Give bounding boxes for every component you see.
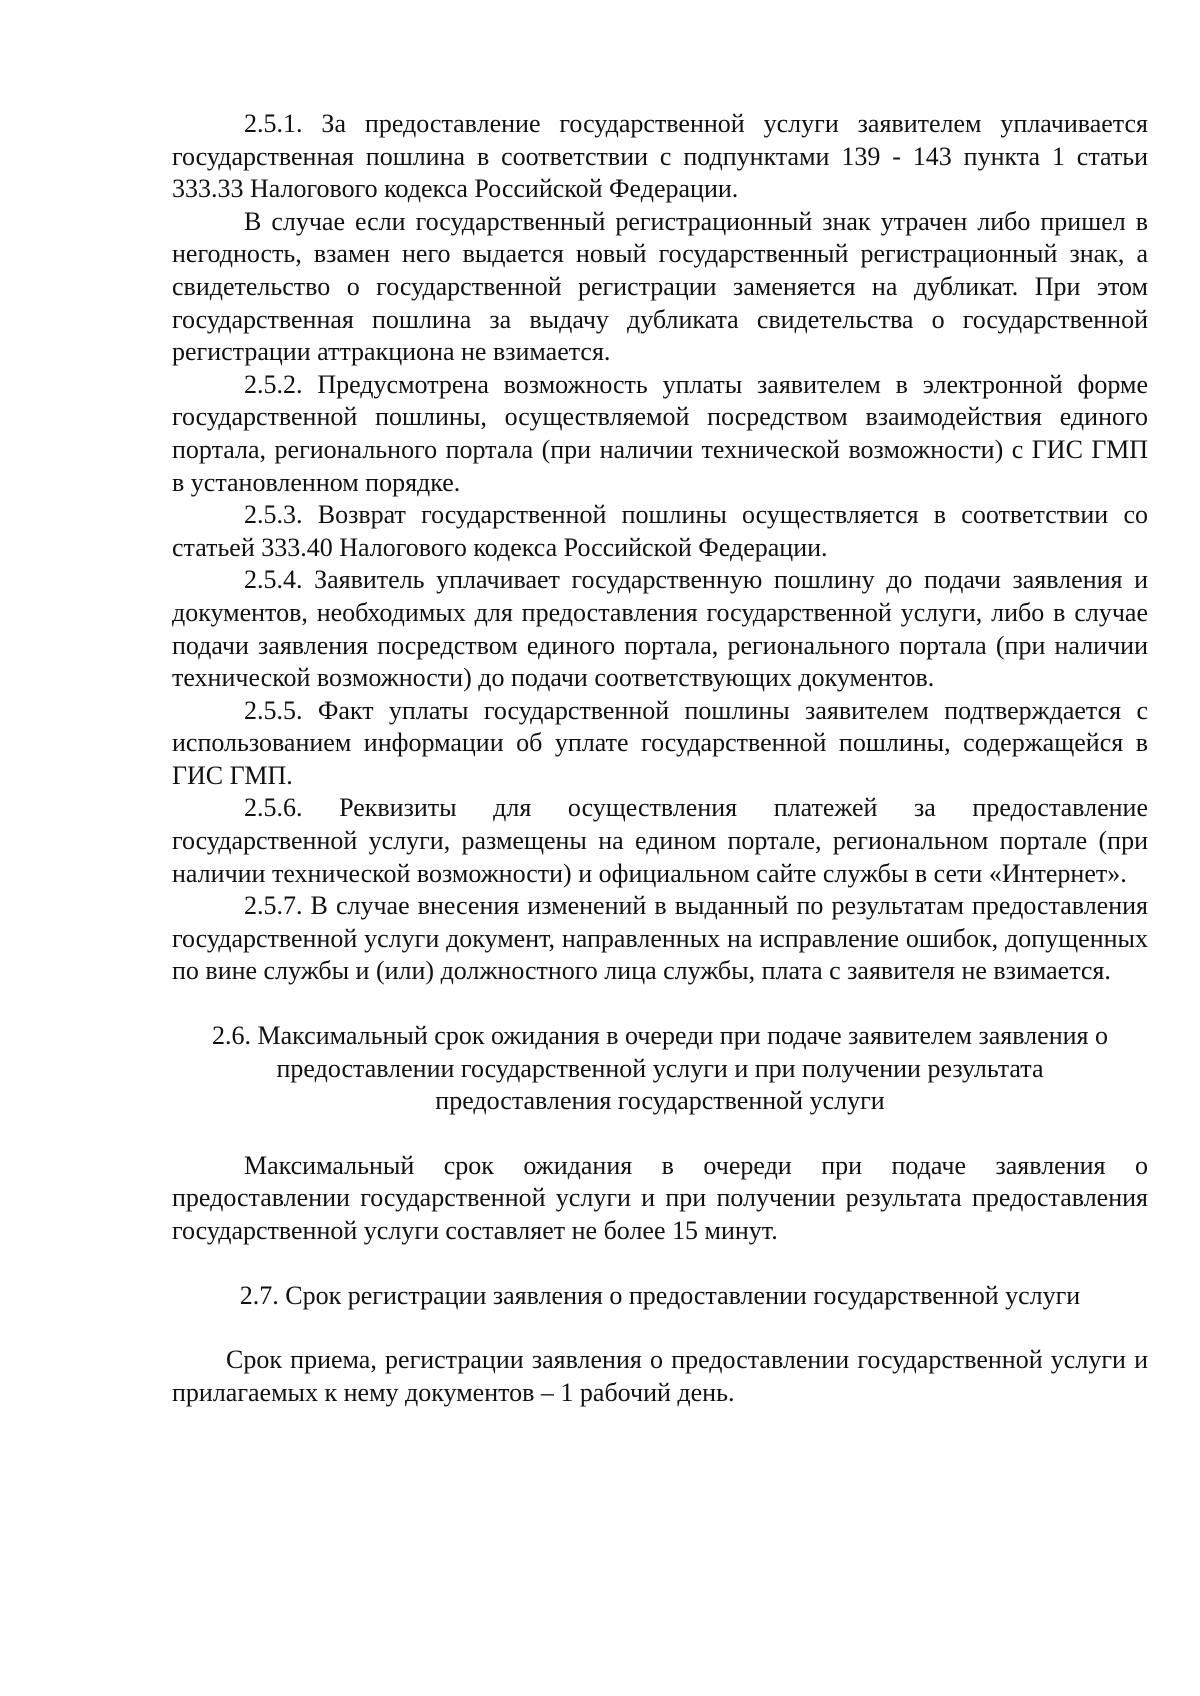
paragraph-2-5-7: 2.5.7. В случае внесения изменений в выданный по результатам предоставления государственной услуги документ, направленных на исправление ошибок, допущенных по вине службы и (или) должностного лица службы, плата с заявителя не взимается. [172, 891, 1148, 986]
paragraph-2-5-4: 2.5.4. Заявитель уплачивает государственную пошлину до подачи заявления и документов, необходимых для предоставления государственной услуги, либо в случае подачи заявления посредством единого портала, регионального портала (при наличии технической возможности) до подачи соответствующих документов. [172, 565, 1148, 693]
paragraph-2-7-body: Срок приема, регистрации заявления о предоставлении государственной услуги и прилагаемых к нему документов – 1 рабочий день. [172, 1345, 1148, 1407]
document-page [172, 108, 1148, 1409]
spacer [172, 1118, 1148, 1150]
paragraph-2-5-6: 2.5.6. Реквизиты для осуществления платежей за предоставление государственной услуги, размещены на едином портале, региональном портале (при наличии технической возможности) и официальном сайте службы в сети «Интернет». [172, 793, 1148, 888]
spacer [172, 1312, 1148, 1344]
paragraph-2-5-3: 2.5.3. Возврат государственной пошлины осуществляется в соответствии со статьей 333.40 Налогового кодекса Российской Федерации. [172, 500, 1148, 562]
paragraph-2-5-1-continued: В случае если государственный регистрационный знак утрачен либо пришел в негодность, взамен него выдается новый государственный регистрационный знак, а свидетельство о государственной регистрации заменяется на дубликат. При этом государственная пошлина за выдачу дубликата свидетельства о государственной регистрации аттракциона не взимается. [172, 206, 1148, 367]
paragraph-2-6-body: Максимальный срок ожидания в очереди при подаче заявления о предоставлении государственной услуги и при получении результата предоставления государственной услуги составляет не более 15 минут. [172, 1150, 1148, 1245]
spacer [172, 1248, 1148, 1280]
paragraph-2-5-1: 2.5.1. За предоставление государственной услуги заявителем уплачивается государственная пошлина в соответствии с подпунктами 139 - 143 пункта 1 статьи 333.33 Налогового кодекса Российской Федерации. [172, 109, 1148, 204]
spacer [172, 988, 1148, 1020]
paragraph-2-5-5: 2.5.5. Факт уплаты государственной пошлины заявителем подтверждается с использованием информации об уплате государственной пошлины, содержащейся в ГИС ГМП. [172, 695, 1148, 790]
section-heading-2-7: 2.7. Срок регистрации заявления о предоставлении государственной услуги [239, 1280, 1081, 1310]
section-heading-2-6: 2.6. Максимальный срок ожидания в очереди при подаче заявителем заявления о предоставлении государственной услуги и при получении результата предоставления государственной услуги [212, 1021, 1108, 1116]
paragraph-2-5-2: 2.5.2. Предусмотрена возможность уплаты заявителем в электронной форме государственной пошлины, осуществляемой посредством взаимодействия единого портала, регионального портала (при наличии технической возможности) с ГИС ГМП в установленном порядке. [172, 369, 1148, 497]
